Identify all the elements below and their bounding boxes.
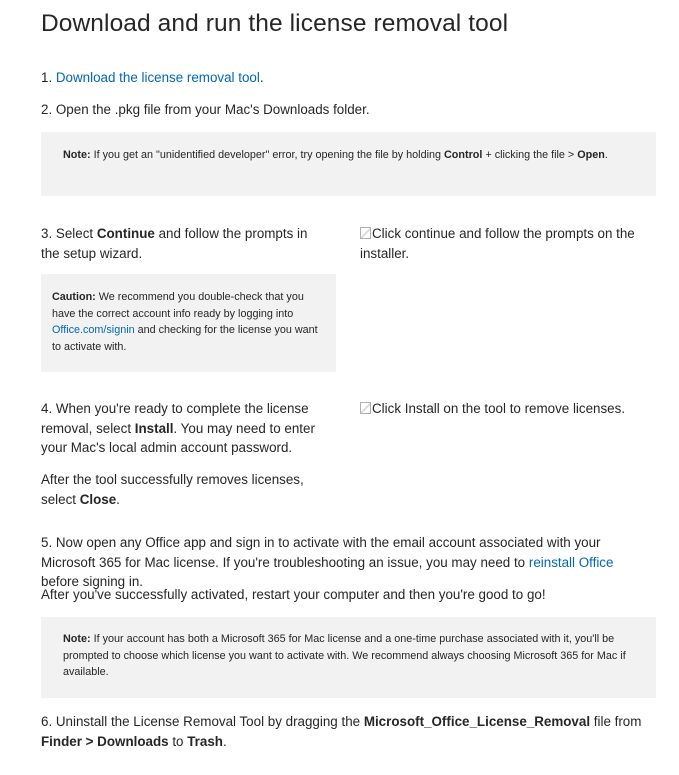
office-signin-link[interactable]: Office.com/signin (52, 324, 135, 336)
finder-downloads-label: Finder > Downloads (41, 733, 169, 749)
step-4 (41, 399, 336, 458)
broken-image-icon (360, 402, 371, 414)
step-6 (41, 712, 653, 751)
continue-image-alt: Click continue and follow the prompts on the installer. (360, 226, 635, 261)
step-5-post: before signing in. (41, 574, 143, 589)
step-4-after-pre: After the tool successfully removes licenses, select (41, 472, 304, 507)
step-1-number: 1. (41, 70, 56, 85)
removal-file-name: Microsoft_Office_License_Removal (363, 714, 591, 729)
download-tool-link[interactable]: Download the license removal tool (55, 70, 260, 85)
install-image-alt: Click Install on the tool to remove licenses. (372, 401, 626, 416)
step-1-end: . (259, 70, 264, 85)
step-1 (41, 68, 656, 88)
step-6-end: . (222, 733, 227, 749)
page-title: Download and run the license removal tool (41, 10, 509, 37)
note-text-2: + clicking the file > (482, 149, 578, 161)
step-4-after-end: . (116, 491, 120, 507)
trash-label: Trash (187, 733, 223, 749)
step-4-after (41, 470, 336, 509)
step-3 (41, 224, 329, 263)
step-3-post: and follow the prompts in the setup wizard. (41, 226, 308, 261)
note-unidentified-developer (41, 132, 656, 196)
reinstall-office-link[interactable]: reinstall Office (528, 554, 614, 570)
step-4-pre: 4. When you're ready to complete the license removal, select (41, 401, 309, 436)
note-license-choice (41, 617, 656, 698)
broken-image-icon (360, 227, 371, 239)
caution-box (41, 274, 336, 372)
note-end: . (604, 149, 608, 161)
note-2-text: If your account has both a Microsoft 365 for Mac license and a one-time purchase associated with it, you'll be prompted to choose which license you want to activate with. We recommend always choosing Microsoft 365 for Mac if available. (63, 633, 626, 678)
note-text: If you get an "unidentified developer" error, try opening the file by holding (90, 149, 444, 161)
step-5 (41, 533, 641, 592)
note-2-label: Note: (63, 633, 91, 645)
caution-label: Caution: (52, 291, 96, 303)
step-4-post: . You may need to enter your Mac's local admin account password. (41, 420, 315, 455)
continue-screenshot-image (360, 224, 650, 263)
caution-text: We recommend you double-check that you have the correct account info ready by logging into (52, 291, 304, 320)
step-6-mid: file from (590, 714, 642, 729)
control-key-label: Control (444, 149, 483, 161)
note-label: Note: (63, 149, 91, 161)
step-6-pre: 6. Uninstall the License Removal Tool by dragging the (41, 714, 364, 729)
continue-label: Continue (96, 226, 155, 241)
step-5-pre: 5. Now open any Office app and sign in to activate with the email account associated with your Microsoft 365 for Mac license. If you're troubleshooting an issue, you may need to (41, 535, 601, 570)
step-6-mid-2: to (168, 733, 188, 749)
install-screenshot-image (360, 399, 656, 419)
step-5-after: After you've successfully activated, restart your computer and then you're good to go! (41, 587, 546, 602)
step-2: 2. Open the .pkg file from your Mac's Downloads folder. (41, 102, 370, 117)
install-label: Install (134, 420, 174, 436)
step-3-pre: 3. Select (41, 226, 97, 241)
close-label: Close (79, 491, 117, 507)
caution-text-2: and checking for the license you want to activate with. (52, 324, 318, 353)
open-action-label: Open (577, 149, 605, 161)
